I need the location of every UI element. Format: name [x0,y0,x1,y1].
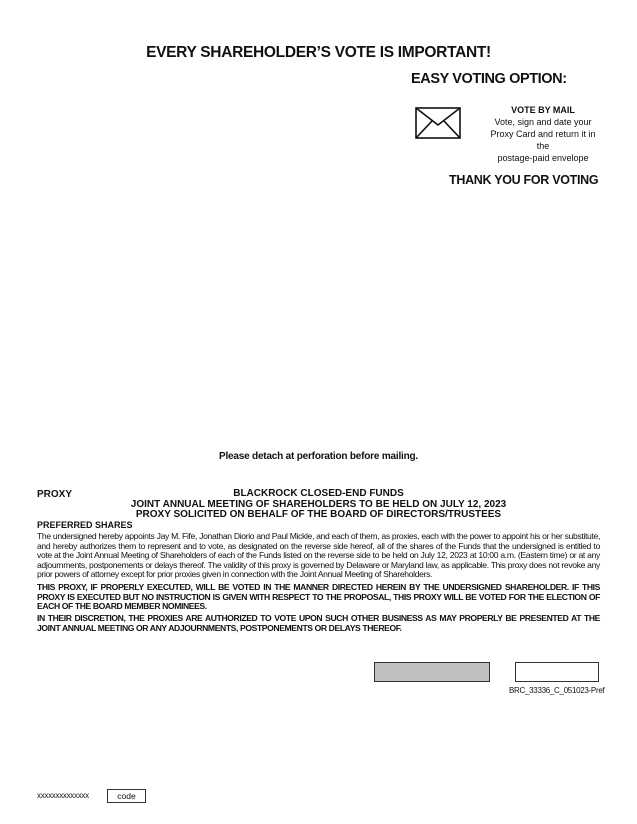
vote-by-mail-title: VOTE BY MAIL [511,105,575,115]
proxy-appointment-paragraph: The undersigned hereby appoints Jay M. Fife, Jonathan Diorio and Paul Mickle, and each of them, as proxies, each with the power to appoint his or her substitute, and hereby authorizes them to represent and to vote, as designated on the reverse side hereof, all of the shares of the Funds that the undersigned is entitled to vote at the Joint Annual Meeting of Shareholders of each of the Funds listed on the reverse side to be held on July 12, 2023 at 10:00 a.m. (Eastern time) or at any adjournments, postponements or delays thereof. The validity of this proxy is governed by Delaware or Maryland law, as applicable. This proxy does not revoke any prior powers of attorney except for prior proxies given in connection with the Joint Annual Meeting of Shareholders. [37,531,600,580]
vote-by-mail-line: Proxy Card and return it in the [490,129,596,151]
thank-you-text: THANK YOU FOR VOTING [449,173,599,187]
solicitation-line: PROXY SOLICITED ON BEHALF OF THE BOARD OF DIRECTORS/TRUSTEES [135,509,502,520]
form-code: BRC_33336_C_051023-Pref [509,686,605,695]
proxy-label: PROXY [37,489,73,500]
meeting-title: JOINT ANNUAL MEETING OF SHAREHOLDERS TO BE HELD ON JULY 12, 2023 [130,498,507,510]
proxy-execution-paragraph: THIS PROXY, IF PROPERLY EXECUTED, WILL BE VOTED IN THE MANNER DIRECTED HEREIN BY THE UNDERSIGNED SHAREHOLDER. IF THIS PROXY IS EXECUTED BUT NO INSTRUCTION IS GIVEN WITH RESPECT TO THE PROPOSAL, THIS PROXY WILL BE VOTED FOR THE ELECTION OF EACH OF THE BOARD MEMBER NOMINEES. [37,582,600,612]
account-number: xxxxxxxxxxxxxx [37,791,89,800]
barcode-area [374,662,490,682]
share-class-label: PREFERRED SHARES [37,520,133,530]
proxy-discretion-paragraph: IN THEIR DISCRETION, THE PROXIES ARE AUTHORIZED TO VOTE UPON SUCH OTHER BUSINESS AS MAY PROPERLY BE PRESENTED AT THE JOINT ANNUAL MEETING OR ANY ADJOURNMENTS, POSTPONEMENTS OR DELAYS THEREOF. [37,613,600,633]
easy-voting-heading: EASY VOTING OPTION: [411,71,567,87]
envelope-icon [415,107,461,139]
vote-by-mail-line: postage-paid envelope [497,153,589,163]
headline: EVERY SHAREHOLDER’S VOTE IS IMPORTANT! [146,44,491,61]
fund-name: BLACKROCK CLOSED-END FUNDS [233,488,404,499]
vote-by-mail-instructions [484,104,602,164]
vote-by-mail-line: Vote, sign and date your [494,117,592,127]
control-number-box [515,662,599,682]
proxy-title-block [0,489,637,521]
detach-notice: Please detach at perforation before mailing. [218,451,419,462]
code-box: code [107,789,146,803]
